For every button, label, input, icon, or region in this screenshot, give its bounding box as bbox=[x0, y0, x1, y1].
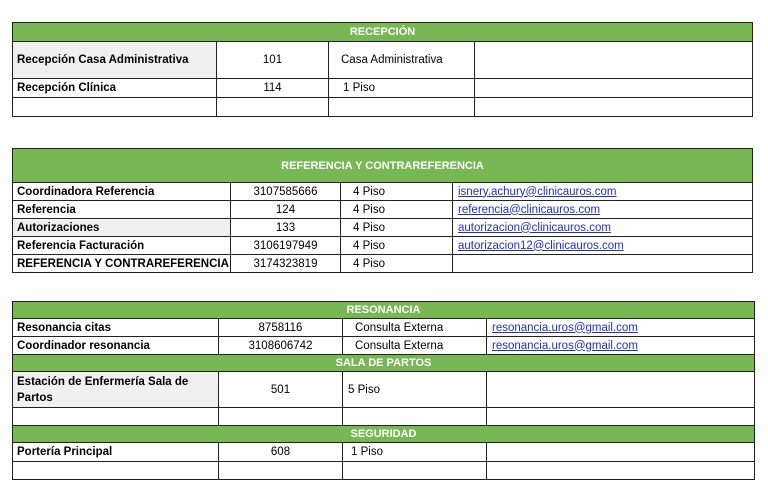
contact-extension: 124 bbox=[231, 201, 341, 219]
contact-location: 4 Piso bbox=[341, 183, 453, 201]
empty-cell bbox=[13, 462, 219, 480]
contact-email bbox=[475, 42, 753, 79]
contact-email bbox=[475, 79, 753, 98]
contact-name: Recepción Clínica bbox=[13, 79, 217, 98]
contact-name: Portería Principal bbox=[13, 443, 219, 462]
contact-location: 4 Piso bbox=[341, 237, 453, 255]
empty-cell bbox=[487, 408, 755, 426]
contact-name: Autorizaciones bbox=[13, 219, 231, 237]
section-title: SALA DE PARTOS bbox=[13, 355, 755, 372]
contact-name: Recepción Casa Administrativa bbox=[13, 42, 217, 79]
empty-cell bbox=[475, 98, 753, 117]
contact-location: Casa Administrativa bbox=[329, 42, 475, 79]
contact-location: 1 Piso bbox=[329, 79, 475, 98]
contact-name: REFERENCIA Y CONTRAREFERENCIA bbox=[13, 255, 231, 273]
contact-location: 4 Piso bbox=[341, 219, 453, 237]
contact-location: 4 Piso bbox=[341, 201, 453, 219]
empty-cell bbox=[217, 98, 329, 117]
contact-extension: 101 bbox=[217, 42, 329, 79]
email-link[interactable]: autorizacion12@clinicauros.com bbox=[458, 239, 624, 252]
contact-name: Coordinadora Referencia bbox=[13, 183, 231, 201]
contact-extension: 133 bbox=[231, 219, 341, 237]
empty-cell bbox=[13, 98, 217, 117]
contact-name: Referencia bbox=[13, 201, 231, 219]
contact-extension: 501 bbox=[219, 372, 343, 408]
contact-email bbox=[453, 183, 753, 201]
contact-extension: 3174323819 bbox=[231, 255, 341, 273]
section-title: REFERENCIA Y CONTRAREFERENCIA bbox=[13, 149, 753, 183]
email-link[interactable]: isnery.achury@clinicauros.com bbox=[458, 185, 617, 198]
contact-email bbox=[487, 443, 755, 462]
email-link[interactable]: referencia@clinicauros.com bbox=[458, 203, 601, 216]
empty-cell bbox=[219, 408, 343, 426]
contact-extension: 608 bbox=[219, 443, 343, 462]
contact-extension: 3107585666 bbox=[231, 183, 341, 201]
empty-cell bbox=[219, 462, 343, 480]
contact-name: Referencia Facturación bbox=[13, 237, 231, 255]
contact-extension: 3108606742 bbox=[219, 337, 343, 355]
empty-cell bbox=[329, 98, 475, 117]
contact-location: Consulta Externa bbox=[343, 319, 487, 337]
contact-email bbox=[453, 255, 753, 273]
recepcion-table bbox=[12, 22, 753, 117]
referencia-table bbox=[12, 148, 753, 273]
contact-email bbox=[487, 372, 755, 408]
contact-extension: 8758116 bbox=[219, 319, 343, 337]
contact-location: 4 Piso bbox=[341, 255, 453, 273]
contact-email bbox=[453, 219, 753, 237]
section-title: SEGURIDAD bbox=[13, 426, 755, 443]
contact-name: Resonancia citas bbox=[13, 319, 219, 337]
contact-location: 1 Piso bbox=[343, 443, 487, 462]
contact-email bbox=[453, 201, 753, 219]
empty-cell bbox=[487, 462, 755, 480]
contact-location: Consulta Externa bbox=[343, 337, 487, 355]
contact-extension: 114 bbox=[217, 79, 329, 98]
empty-cell bbox=[343, 408, 487, 426]
contact-email bbox=[487, 319, 755, 337]
contact-email bbox=[453, 237, 753, 255]
contact-email bbox=[487, 337, 755, 355]
contact-name: Estación de Enfermería Sala de Partos bbox=[13, 372, 219, 408]
contact-location: 5 Piso bbox=[343, 372, 487, 408]
empty-cell bbox=[343, 462, 487, 480]
section-title: RECEPCIÓN bbox=[13, 23, 753, 42]
contact-extension: 3106197949 bbox=[231, 237, 341, 255]
email-link[interactable]: resonancia.uros@gmail.com bbox=[492, 339, 638, 352]
resonancia-table bbox=[12, 301, 755, 480]
email-link[interactable]: resonancia.uros@gmail.com bbox=[492, 321, 638, 334]
empty-cell bbox=[13, 408, 219, 426]
section-title: RESONANCIA bbox=[13, 302, 755, 319]
contact-name: Coordinador resonancia bbox=[13, 337, 219, 355]
email-link[interactable]: autorizacion@clinicauros.com bbox=[458, 221, 611, 234]
